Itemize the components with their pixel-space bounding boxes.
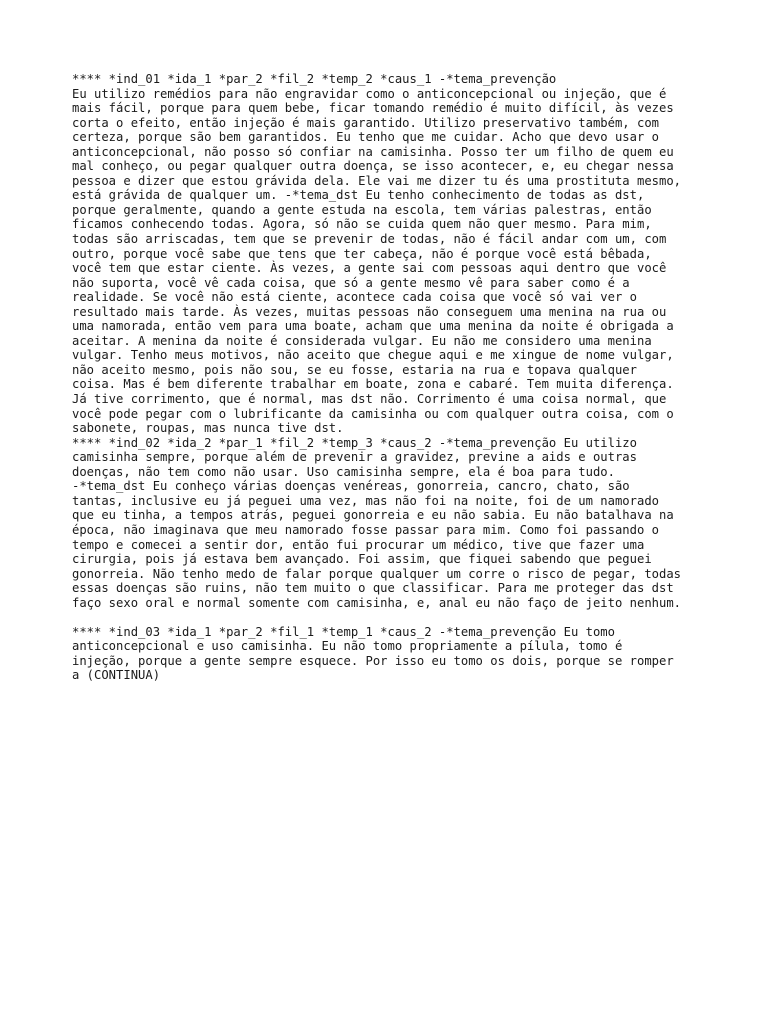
text-line: injeção, porque a gente sempre esquece. Por isso eu tomo os dois, porque se romper [72, 653, 674, 668]
text-line: vulgar. Tenho meus motivos, não aceito que chegue aqui e me xingue de nome vulgar, [72, 348, 674, 363]
text-line: uma namorada, então vem para uma boate, acham que uma menina da noite é obrigada a [72, 319, 674, 334]
text-line: certeza, porque são bem garantidos. Eu tenho que me cuidar. Acho que devo usar o [72, 130, 659, 145]
text-line: resultado mais tarde. Às vezes, muitas pessoas não conseguem uma menina na rua ou [72, 304, 667, 319]
text-line: está grávida de qualquer um. -*tema_dst Eu tenho conhecimento de todas as dst, [72, 188, 645, 203]
text-line: não suporta, você vê cada coisa, que só a gente mesmo vê para saber como é a [72, 275, 630, 290]
text-line: cirurgia, pois já estava bem avançado. Foi assim, que fiquei sabendo que peguei [72, 552, 652, 567]
text-line: você pode pegar com o lubrificante da camisinha ou com qualquer outra coisa, com o [72, 406, 674, 421]
paragraph-spacer [72, 610, 702, 625]
text-line: **** *ind_02 *ida_2 *par_1 *fil_2 *temp_3 *caus_2 -*tema_prevenção Eu utilizo [72, 435, 637, 450]
text-line: época, não imaginava que meu namorado fosse passar para mim. Como foi passando o [72, 522, 659, 537]
text-line: **** *ind_03 *ida_1 *par_2 *fil_1 *temp_1 *caus_2 -*tema_prevenção Eu tomo [72, 624, 615, 639]
text-line: que eu tinha, a tempos atrás, peguei gonorreia e eu não sabia. Eu não batalhava na [72, 508, 674, 523]
text-line: outro, porque você sabe que tens que ter cabeça, não é porque você está bêbada, [72, 246, 652, 261]
text-line: Eu utilizo remédios para não engravidar como o anticoncepcional ou injeção, que é [72, 86, 667, 101]
text-line: tempo e comecei a sentir dor, então fui procurar um médico, tive que fazer uma [72, 537, 645, 552]
text-line: todas são arriscadas, tem que se prevenir de todas, não é fácil andar com um, com [72, 232, 667, 247]
text-line: gonorreia. Não tenho medo de falar porque qualquer um corre o risco de pegar, todas [72, 566, 682, 581]
text-line: mais fácil, porque para quem bebe, ficar tomando remédio é muito difícil, às vezes [72, 101, 674, 116]
text-line: doenças, não tem como não usar. Uso camisinha sempre, ela é boa para tudo. [72, 464, 615, 479]
text-line: faço sexo oral e normal somente com camisinha, e, anal eu não faço de jeito nenhum. [72, 595, 682, 610]
text-line: **** *ind_01 *ida_1 *par_2 *fil_2 *temp_2 *caus_1 -*tema_prevenção [72, 72, 557, 86]
text-line: camisinha sempre, porque além de prevenir a gravidez, previne a aids e outras [72, 450, 637, 465]
interview-block-ind-03 [72, 625, 702, 683]
text-line: aceitar. A menina da noite é considerada vulgar. Eu não me considero uma menina [72, 333, 652, 348]
document-page [72, 72, 702, 683]
text-line: não aceito mesmo, pois não sou, se eu fosse, estaria na rua e topava qualquer [72, 362, 637, 377]
text-line: realidade. Se você não está ciente, acontece cada coisa que você só vai ver o [72, 290, 637, 305]
text-line: anticoncepcional e uso camisinha. Eu não tomo propriamente a pílula, tomo é [72, 639, 623, 654]
text-line: anticoncepcional, não posso só confiar na camisinha. Posso ter um filho de quem eu [72, 144, 674, 159]
text-line: pessoa e dizer que estou grávida dela. Ele vai me dizer tu és uma prostituta mesmo, [72, 173, 682, 188]
text-line: Já tive corrimento, que é normal, mas dst não. Corrimento é uma coisa normal, que [72, 392, 667, 407]
text-line: coisa. Mas é bem diferente trabalhar em boate, zona e cabaré. Tem muita diferença. [72, 377, 674, 392]
text-line: essas doenças são ruins, não tem muito o que classificar. Para me proteger das dst [72, 581, 674, 596]
text-line: tantas, inclusive eu já peguei uma vez, mas não foi na noite, foi de um namorado [72, 493, 659, 508]
text-line: -*tema_dst Eu conheço várias doenças venéreas, gonorreia, cancro, chato, são [72, 479, 630, 494]
text-line: a (CONTINUA) [72, 668, 161, 683]
text-line: ficamos conhecendo todas. Agora, só não se cuida quem não quer mesmo. Para mim, [72, 217, 652, 232]
text-line: porque geralmente, quando a gente estuda na escola, tem várias palestras, então [72, 202, 652, 217]
interview-block-ind-01 [72, 72, 702, 436]
text-line: você tem que estar ciente. Às vezes, a gente sai com pessoas aqui dentro que você [72, 261, 667, 276]
text-line: corta o efeito, então injeção é mais garantido. Utilizo preservativo também, com [72, 115, 659, 130]
text-line: sabonete, roupas, mas nunca tive dst. [72, 421, 344, 436]
interview-block-ind-02 [72, 436, 702, 611]
text-line: mal conheço, ou pegar qualquer outra doença, se isso acontecer, e, eu chegar nessa [72, 159, 674, 174]
